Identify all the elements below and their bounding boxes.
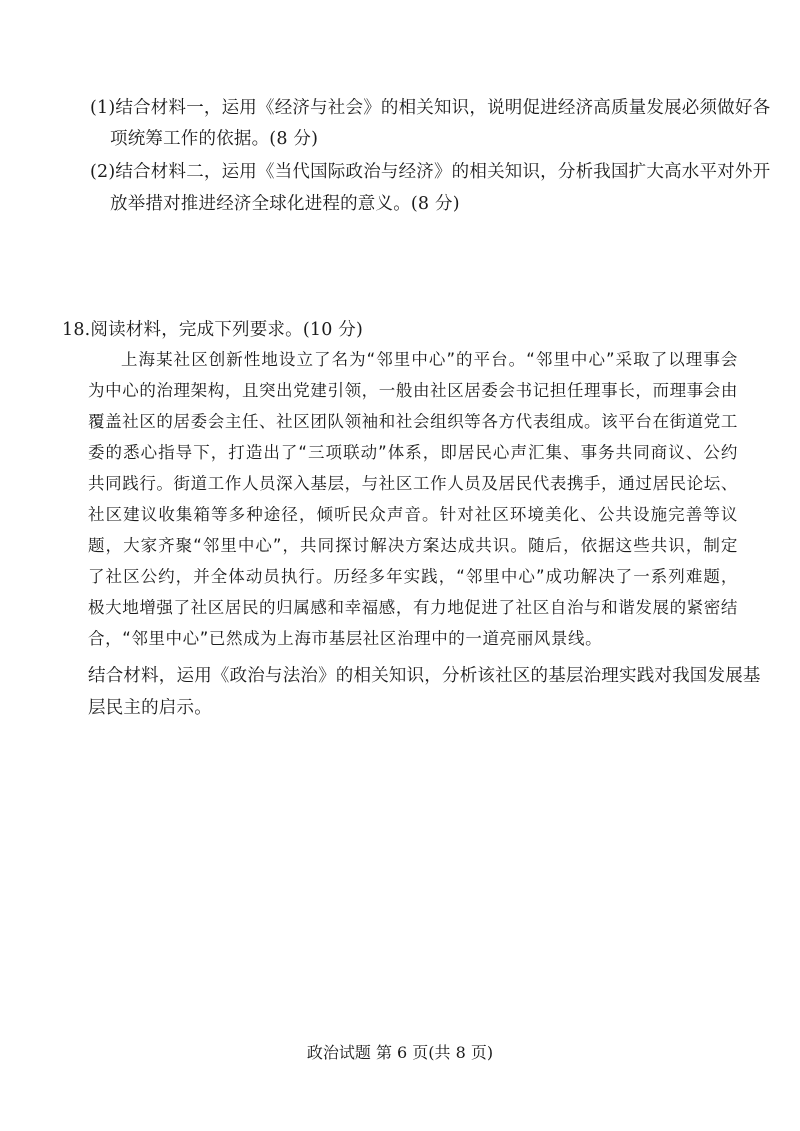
q17-part1-line1: (1)结合材料一，运用《经济与社会》的相关知识，说明促进经济高质量发展必须做好各: [90, 98, 771, 118]
q18-question-line2: 层民主的启示。: [88, 698, 212, 718]
q18-heading: 18.阅读材料，完成下列要求。(10 分): [62, 320, 364, 340]
q17-part2-line2: 放举措对推进经济全球化进程的意义。(8 分): [110, 194, 460, 214]
q18-question-line1: 结合材料，运用《政治与法治》的相关知识，分析该社区的基层治理实践对我国发展基: [88, 666, 761, 686]
page-footer: 政治试题 第 6 页(共 8 页): [306, 1043, 494, 1062]
q18-material-paragraph: 上海某社区创新性地设立了名为“邻里中心”的平台。“邻里中心”采取了以理事会为中心的治理架构，且突出党建引领，一般由社区居委会书记担任理事长，而理事会由覆盖社区的居委会主任、社区团队领袖和社会组织等各方代表组成。该平台在街道党工委的悉心指导下，打造出了“三项联动”体系，即居民心声汇集、事务共同商议、公约共同践行。街道工作人员深入基层，与社区工作人员及居民代表携手，通过居民论坛、社区建议收集箱等多种途径，倾听民众声音。针对社区环境美化、公共设施完善等议题，大家齐聚“邻里中心”，共同探讨解决方案达成共识。随后，依据这些共识，制定了社区公约，并全体动员执行。历经多年实践，“邻里中心”成功解决了一系列难题，极大地增强了社区居民的归属感和幸福感，有力地促进了社区自治与和谐发展的紧密结合，“邻里中心”已然成为上海市基层社区治理中的一道亮丽风景线。: [88, 350, 738, 648]
q17-part1-line2: 项统筹工作的依据。(8 分): [110, 129, 319, 149]
q17-part2-line1: (2)结合材料二，运用《当代国际政治与经济》的相关知识，分析我国扩大高水平对外开: [90, 162, 771, 182]
